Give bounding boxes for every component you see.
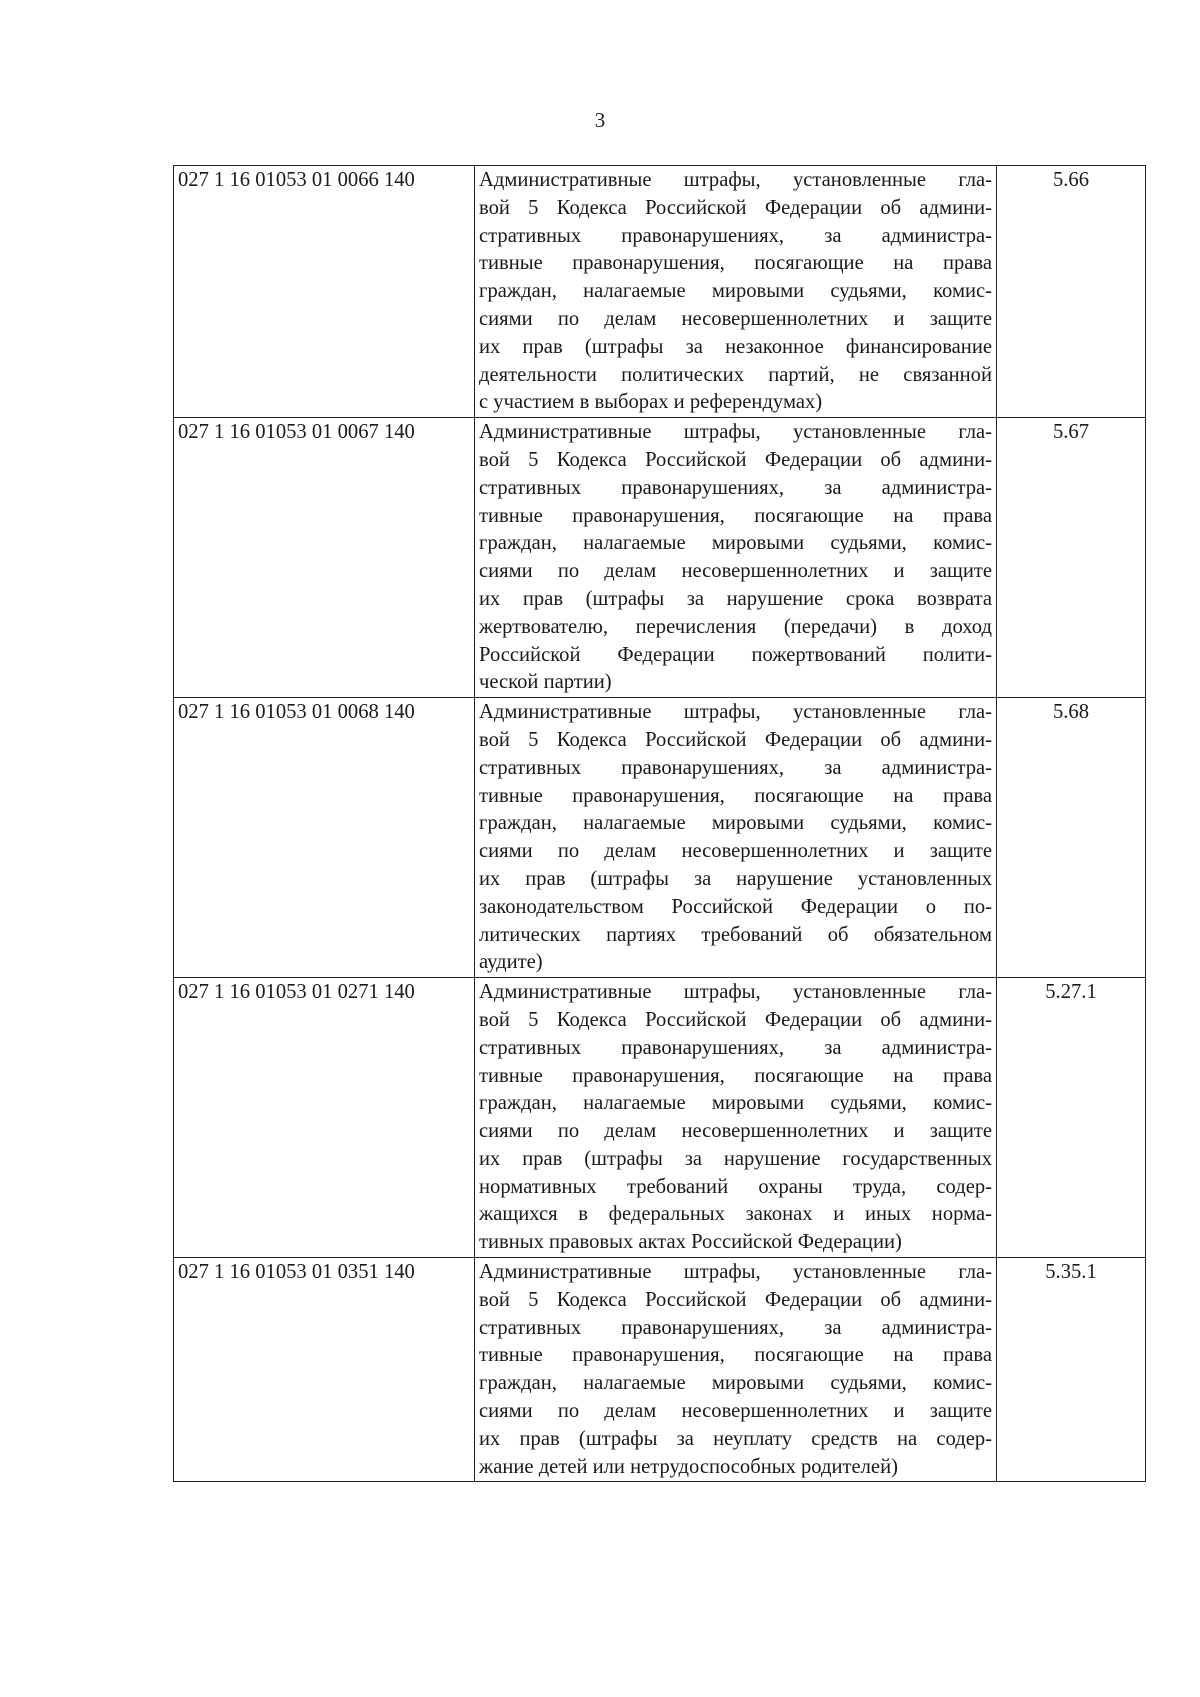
budget-code-cell: 027 1 16 01053 01 0271 140 [174, 978, 475, 1258]
description-line: граждан, налагаемые мировыми судьями, комис- [479, 812, 992, 835]
description-line: ческой партии) [479, 671, 612, 694]
description-line: вой 5 Кодекса Российской Федерации об админи- [479, 1008, 992, 1031]
description-line: Административные штрафы, установленные гла- [479, 421, 992, 444]
article-number-cell: 5.66 [997, 166, 1146, 418]
budget-codes-table [173, 165, 1146, 1482]
description-line: граждан, налагаемые мировыми судьями, комис- [479, 280, 992, 303]
description-line: Административные штрафы, установленные гла- [479, 701, 992, 724]
description-line: стративных правонарушениях, за администра- [479, 476, 992, 499]
description-line: Административные штрафы, установленные гла- [479, 169, 992, 191]
description-line: с участием в выборах и референдумах) [479, 391, 823, 414]
description-line: сиями по делам несовершеннолетних и защите [479, 560, 992, 583]
description-line: стративных правонарушениях, за администра- [479, 224, 992, 247]
article-number-cell: 5.35.1 [997, 1258, 1146, 1482]
description-cell [475, 166, 997, 418]
description-line: стративных правонарушениях, за администра- [479, 756, 992, 779]
description-line: их прав (штрафы за нарушение срока возврата [479, 587, 992, 610]
page-number: 3 [594, 108, 606, 132]
description-line: нормативных требований охраны труда, содер- [479, 1175, 992, 1198]
description-line: Российской Федерации пожертвований полити- [479, 643, 992, 666]
description-cell [475, 698, 997, 978]
description-line: их прав (штрафы за незаконное финансирование [479, 335, 992, 358]
budget-code-cell: 027 1 16 01053 01 0066 140 [174, 166, 475, 418]
description-line: стративных правонарушениях, за администра- [479, 1316, 992, 1339]
description-line: граждан, налагаемые мировыми судьями, комис- [479, 1092, 992, 1115]
description-line: вой 5 Кодекса Российской Федерации об админи- [479, 1288, 992, 1311]
description-line: сиями по делам несовершеннолетних и защите [479, 1120, 992, 1143]
description-line: Административные штрафы, установленные гла- [479, 981, 992, 1004]
table-row [174, 166, 1146, 418]
description-cell [475, 1258, 997, 1482]
description-line: тивные правонарушения, посягающие на права [479, 504, 992, 527]
description-line: граждан, налагаемые мировыми судьями, комис- [479, 1372, 992, 1395]
table-row [174, 698, 1146, 978]
article-number-cell: 5.67 [997, 418, 1146, 698]
description-line: граждан, налагаемые мировыми судьями, комис- [479, 532, 992, 555]
description-line: законодательством Российской Федерации о по- [479, 895, 992, 918]
article-number-cell: 5.27.1 [997, 978, 1146, 1258]
description-line: тивные правонарушения, посягающие на права [479, 1064, 992, 1087]
description-line: литических партиях требований об обязательном [479, 923, 992, 946]
description-line: тивных правовых актах Российской Федерации) [479, 1231, 902, 1254]
description-line: их прав (штрафы за нарушение государственных [479, 1147, 992, 1170]
description-line: вой 5 Кодекса Российской Федерации об админи- [479, 728, 992, 751]
description-line: стративных правонарушениях, за администра- [479, 1036, 992, 1059]
description-line: их прав (штрафы за неуплату средств на содер- [479, 1427, 992, 1450]
description-line: сиями по делам несовершеннолетних и защите [479, 1400, 992, 1423]
description-line: жащихся в федеральных законах и иных норма- [479, 1203, 992, 1226]
description-line: вой 5 Кодекса Российской Федерации об админи- [479, 448, 992, 471]
article-number-cell: 5.68 [997, 698, 1146, 978]
description-line: сиями по делам несовершеннолетних и защите [479, 840, 992, 863]
description-line: Административные штрафы, установленные гла- [479, 1261, 992, 1284]
description-line: жертвователю, перечисления (передачи) в доход [479, 615, 992, 638]
table-row [174, 978, 1146, 1258]
table-row [174, 418, 1146, 698]
description-line: вой 5 Кодекса Российской Федерации об админи- [479, 196, 992, 219]
description-cell [475, 978, 997, 1258]
description-line: тивные правонарушения, посягающие на права [479, 252, 992, 275]
description-line: деятельности политических партий, не связанной [479, 363, 992, 386]
description-line: тивные правонарушения, посягающие на права [479, 784, 992, 807]
description-line: жание детей или нетрудоспособных родителей) [479, 1455, 898, 1478]
budget-code-cell: 027 1 16 01053 01 0068 140 [174, 698, 475, 978]
budget-code-cell: 027 1 16 01053 01 0351 140 [174, 1258, 475, 1482]
description-line: их прав (штрафы за нарушение установленных [479, 867, 992, 890]
description-line: сиями по делам несовершеннолетних и защите [479, 307, 992, 330]
table-row [174, 1258, 1146, 1482]
budget-code-cell: 027 1 16 01053 01 0067 140 [174, 418, 475, 698]
description-cell [475, 418, 997, 698]
description-line: тивные правонарушения, посягающие на права [479, 1344, 992, 1367]
description-line: аудите) [479, 951, 543, 974]
